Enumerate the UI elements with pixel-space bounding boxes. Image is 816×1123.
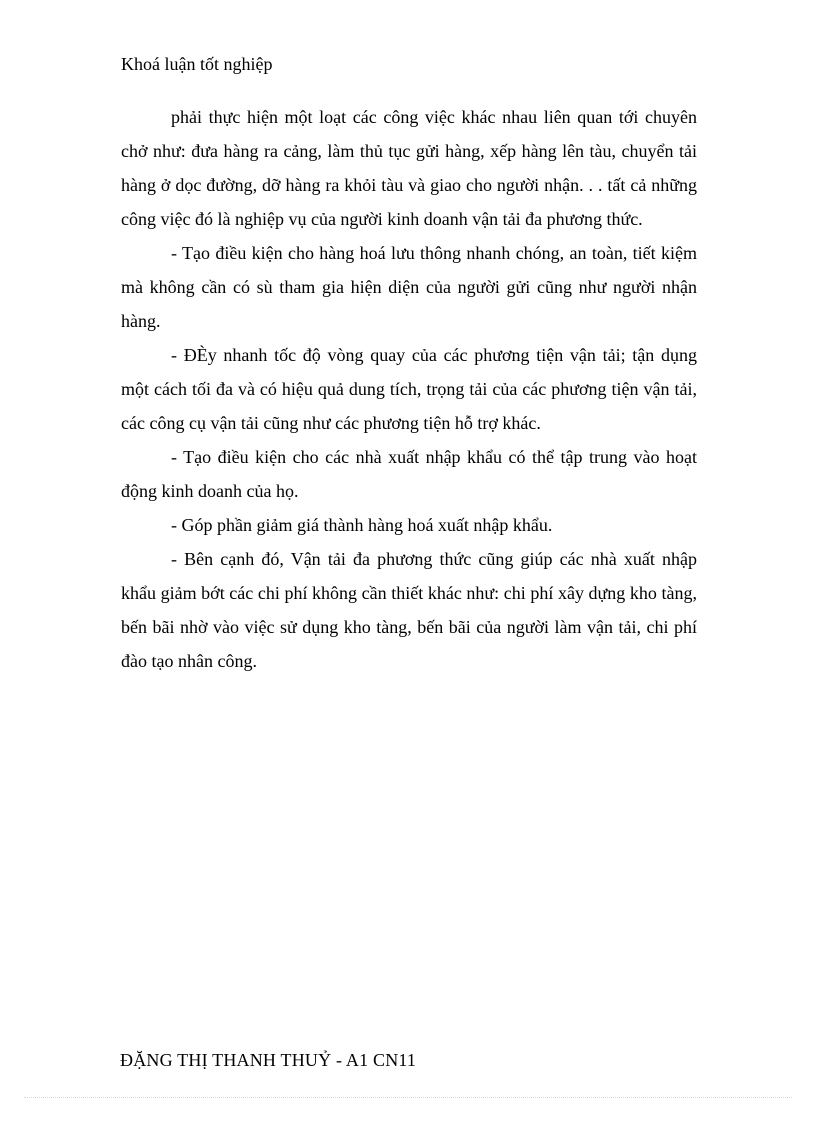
paragraph-4: - Tạo điều kiện cho các nhà xuất nhập khẩu có thể tập trung vào hoạt động kinh doanh của họ.	[121, 447, 697, 501]
page-footer-author: ĐẶNG THỊ THANH THUỶ - A1 CN11	[120, 1050, 417, 1070]
body-text	[121, 100, 697, 678]
paragraph-1: phải thực hiện một loạt các công việc khác nhau liên quan tới chuyên chở như: đưa hàng ra cảng, làm thủ tục gửi hàng, xếp hàng lên tàu, chuyển tải hàng ở dọc đường, dỡ hàng ra khỏi tàu và giao cho người nhận. . . tất cả những công việc đó là nghiệp vụ của người kinh doanh vận tải đa phương thức.	[121, 107, 697, 229]
paragraph-3: - ĐÈy nhanh tốc độ vòng quay của các phương tiện vận tải; tận dụng một cách tối đa và có hiệu quả dung tích, trọng tải của các phương tiện vận tải, các công cụ vận tải cũng như các phương tiện hỗ trợ khác.	[121, 345, 697, 433]
page-header-title: Khoá luận tốt nghiệp	[121, 54, 273, 74]
page-bottom-rule	[24, 1097, 792, 1098]
paragraph-6: - Bên cạnh đó, Vận tải đa phương thức cũng giúp các nhà xuất nhập khẩu giảm bớt các chi phí không cần thiết khác như: chi phí xây dựng kho tàng, bến bãi nhờ vào việc sử dụng kho tàng, bến bãi của người làm vận tải, chi phí đào tạo nhân công.	[121, 549, 697, 671]
paragraph-5: - Góp phần giảm giá thành hàng hoá xuất nhập khẩu.	[171, 515, 553, 535]
paragraph-2: - Tạo điều kiện cho hàng hoá lưu thông nhanh chóng, an toàn, tiết kiệm mà không cần có sù tham gia hiện diện của người gửi cũng như người nhận hàng.	[121, 243, 697, 331]
